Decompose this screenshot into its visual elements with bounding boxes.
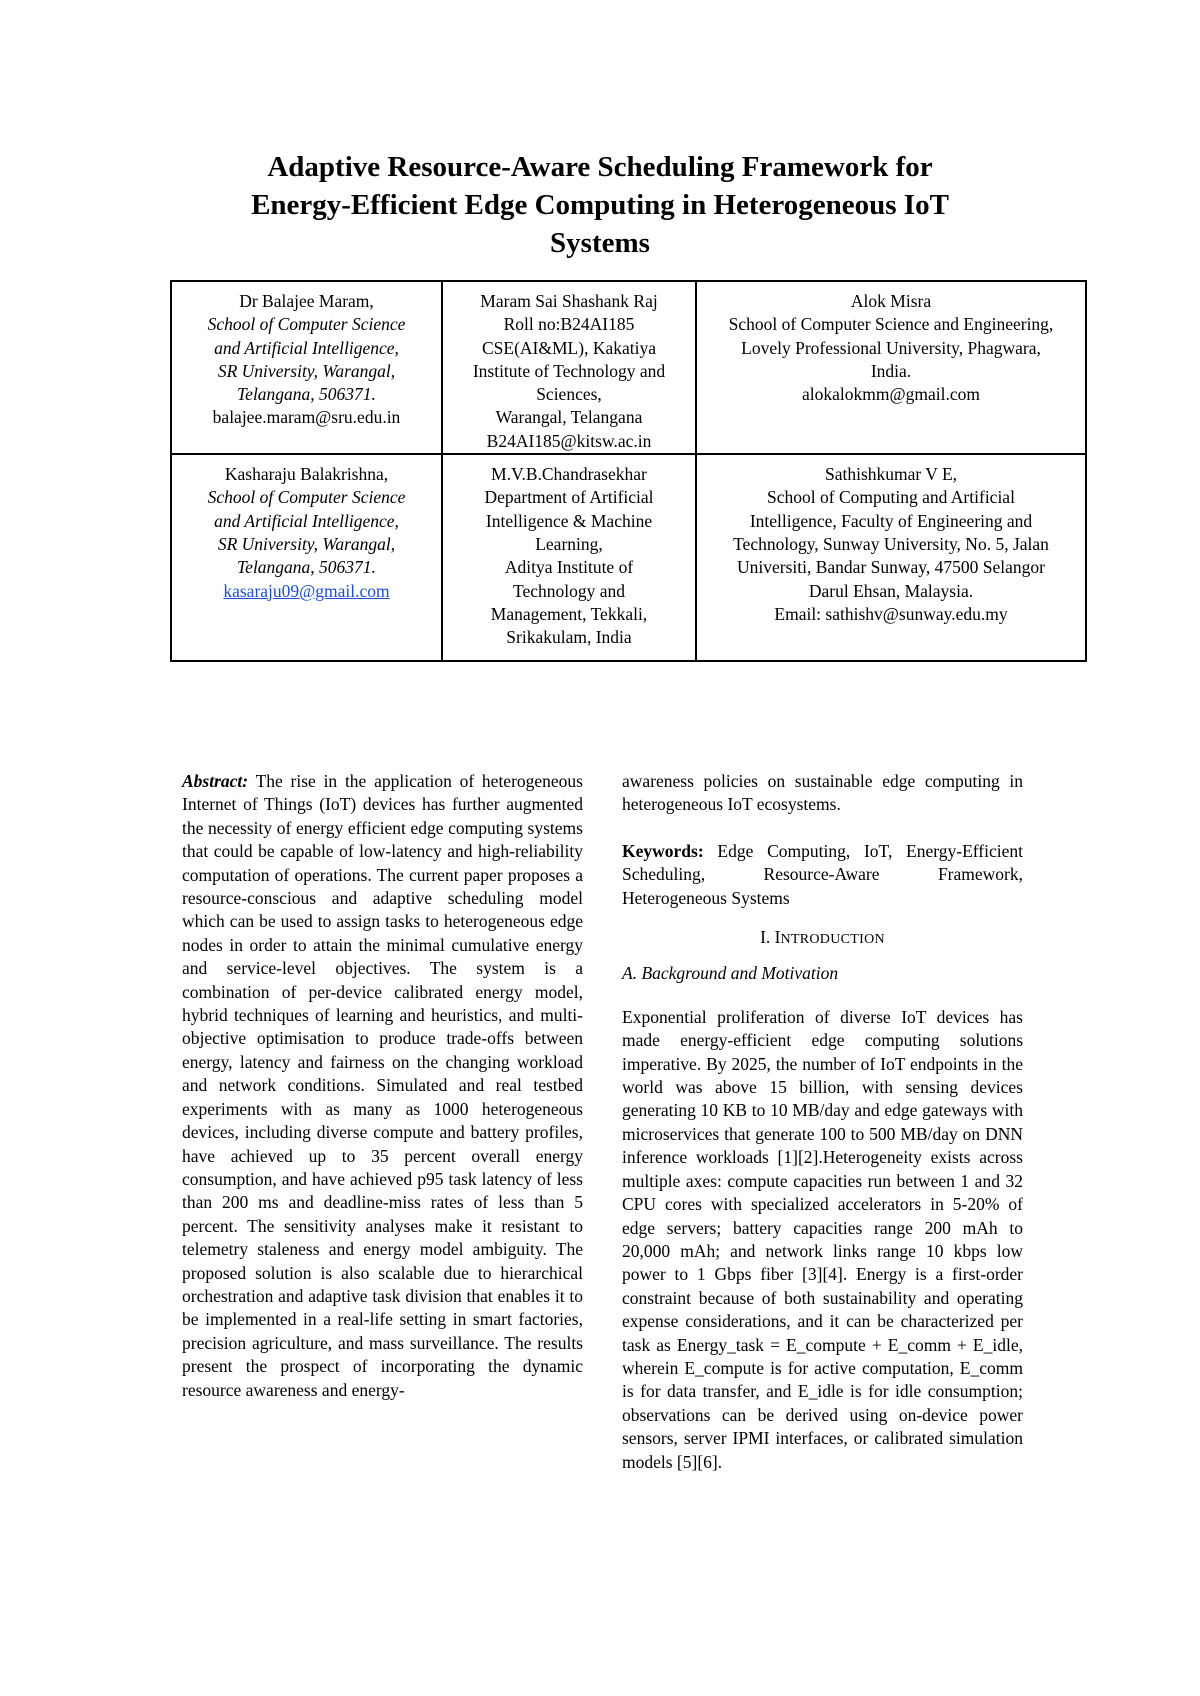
author-affiliation: Telangana, 506371.: [237, 557, 376, 578]
author-cell: [442, 454, 696, 661]
author-affiliation: CSE(AI&ML), Kakatiya: [482, 337, 656, 358]
title-line: Systems: [550, 227, 650, 259]
section-heading-text: NTRODUCTION: [780, 932, 885, 948]
author-affiliation: Learning,: [535, 533, 603, 554]
author-affiliation: and Artificial Intelligence,: [214, 337, 399, 358]
author-cell: [171, 454, 442, 661]
author-cell: [442, 281, 696, 454]
right-column: [622, 770, 1023, 1474]
author-affiliation: Darul Ehsan, Malaysia.: [808, 580, 974, 601]
paper-title: [150, 148, 1050, 262]
abstract-text: The rise in the application of heterogeneous Internet of Things (IoT) devices has further augmented the necessity of energy efficient edge computing systems that could be capable of low-latency and high-reliability computation of operations. The current paper proposes a resource-conscious and adaptive scheduling model which can be used to assign tasks to heterogeneous edge nodes in order to attain the minimal cumulative energy and service-level objectives. The system is a combination of per-device calibrated energy model, hybrid techniques of learning and heuristics, and multi-objective optimisation to produce trade-offs between energy, latency and fairness on the changing workload and network conditions. Simulated and real testbed experiments with as many as 1000 heterogeneous devices, including diverse compute and battery profiles, have achieved up to 35 percent overall energy consumption, and have achieved p95 task latency of less than 200 ms and deadline-miss rates of less than 5 percent. The sensitivity analyses make it resistant to telemetry staleness and energy model ambiguity. The proposed solution is also scalable due to hierarchical orchestration and adaptive task division that enables it to be implemented in a real-life setting in smart factories, precision agriculture, and mass surveillance. The results present the prospect of incorporating the dynamic resource awareness and energy-: [182, 771, 583, 1400]
author-affiliation: School of Computer Science: [207, 487, 406, 508]
author-affiliation: Technology, Sunway University, No. 5, Jalan: [733, 533, 1049, 554]
author-affiliation: Sciences,: [536, 384, 602, 405]
author-affiliation: Lovely Professional University, Phagwara,: [741, 337, 1041, 358]
author-cell: [696, 454, 1086, 661]
author-detail: Roll no:B24AI185: [503, 314, 635, 335]
author-name: Kasharaju Balakrishna,: [224, 464, 389, 485]
author-row: [171, 281, 1086, 454]
author-affiliation: Management, Tekkali,: [490, 603, 648, 624]
author-affiliation: Intelligence & Machine: [485, 510, 653, 531]
author-affiliation: Aditya Institute of: [504, 557, 634, 578]
author-email-link[interactable]: kasaraju09@gmail.com: [223, 580, 390, 601]
title-line: Energy-Efficient Edge Computing in Heterogeneous IoT: [251, 189, 949, 221]
author-name: M.V.B.Chandrasekhar: [491, 464, 647, 485]
author-affiliation: Department of Artificial: [484, 487, 654, 508]
abstract-label: Abstract:: [182, 771, 249, 791]
author-affiliation: Srikakulam, India: [506, 627, 632, 648]
author-email: balajee.maram@sru.edu.in: [212, 407, 401, 428]
keywords-label: Keywords:: [622, 840, 704, 861]
author-table: [170, 280, 1087, 662]
author-cell: [696, 281, 1086, 454]
title-line: Adaptive Resource-Aware Scheduling Framework for: [267, 151, 933, 183]
author-affiliation: Technology and: [512, 580, 625, 601]
author-name: Sathishkumar V E,: [824, 464, 958, 485]
author-affiliation: School of Computer Science and Engineering,: [728, 314, 1054, 335]
abstract-continuation: awareness policies on sustainable edge computing in heterogeneous IoT ecosystems.: [622, 771, 1023, 815]
author-affiliation: SR University, Warangal,: [217, 360, 396, 381]
keywords-text: Edge Computing, IoT, Energy-Efficient Scheduling, Resource-Aware Framework, Heterogeneous Systems: [622, 840, 1024, 908]
author-name: Maram Sai Shashank Raj: [480, 291, 658, 311]
section-heading: [622, 926, 1023, 951]
author-affiliation: and Artificial Intelligence,: [214, 510, 399, 531]
author-email: alokalokmm@gmail.com: [802, 384, 980, 405]
author-cell: [171, 281, 442, 454]
author-email: Email: sathishv@sunway.edu.my: [774, 603, 1008, 624]
author-name: Alok Misra: [850, 291, 932, 311]
body-paragraph: Exponential proliferation of diverse IoT devices has made energy-efficient edge computing solutions imperative. By 2025, the number of IoT endpoints in the world was above 15 billion, with sensing devices generating 10 KB to 10 MB/day and edge gateways with microservices that generate 100 to 500 MB/day on DNN inference workloads [1][2].Heterogeneity exists across multiple axes: compute capacities run between 1 and 32 CPU cores with specialized accelerators in 5-20% of edge servers; battery capacities range 200 mAh to 20,000 mAh; and network links range 10 kbps low power to 1 Gbps fiber [3][4]. Energy is a first-order constraint because of both sustainability and operating expense considerations, and it can be characterized per task as Energy_task = E_compute + E_comm + E_idle, wherein E_compute is for active computation, E_comm is for data transfer, and E_idle is for idle consumption; observations can be derived using on-device power sensors, server IPMI interfaces, or calibrated simulation models [5][6].: [622, 1006, 1023, 1472]
author-affiliation: Telangana, 506371.: [237, 384, 376, 405]
author-affiliation: Warangal, Telangana: [495, 407, 643, 428]
author-affiliation: India.: [870, 360, 912, 381]
author-affiliation: SR University, Warangal,: [217, 533, 396, 554]
author-affiliation: School of Computing and Artificial: [767, 487, 1015, 508]
keywords-paragraph: [622, 840, 1023, 910]
author-affiliation: School of Computer Science: [207, 314, 406, 335]
author-email: B24AI185@kitsw.ac.in: [486, 430, 652, 451]
section-numeral: I. I: [760, 927, 781, 948]
author-row: [171, 454, 1086, 661]
left-column: [182, 770, 583, 1402]
abstract-paragraph: [182, 770, 583, 1402]
author-affiliation: Universiti, Bandar Sunway, 47500 Selangor: [737, 557, 1045, 578]
author-affiliation: Intelligence, Faculty of Engineering and: [749, 510, 1033, 531]
subsection-heading: A. Background and Motivation: [622, 963, 839, 984]
author-affiliation: Institute of Technology and: [472, 360, 666, 381]
author-name: Dr Balajee Maram,: [239, 291, 374, 311]
